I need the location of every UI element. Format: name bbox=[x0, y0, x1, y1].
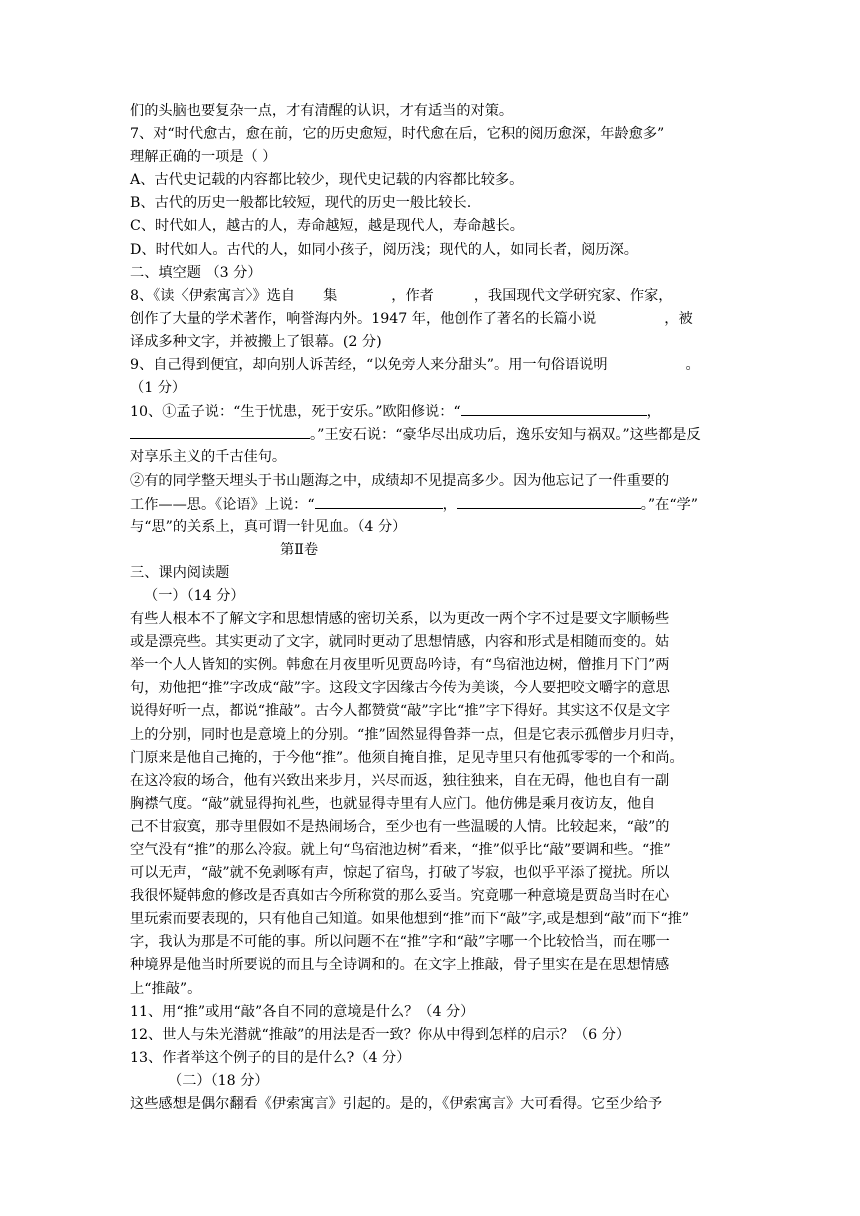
question-7-line-2: 理解正确的一项是（ ） bbox=[130, 149, 277, 166]
passage-line: 这些感想是偶尔翻看《伊索寓言》引起的。是的，《伊索寓言》大可看得。它至少给予 bbox=[130, 1096, 663, 1113]
passage-line: 胸襟气度。“敲”就显得拘礼些，也就显得寺里有人应门。他仿佛是乘月夜访友，他自 bbox=[130, 795, 656, 812]
question-10-line-2 bbox=[130, 423, 734, 446]
q8-text: 8、《读〈伊索寓言〉》选自 bbox=[130, 287, 296, 304]
q9-text: 。 bbox=[685, 357, 700, 374]
option-a: A、古代史记载的内容都比较少，现代史记载的内容都比较多。 bbox=[130, 172, 524, 189]
passage-line: 空气没有“推”的那么冷寂。就上句“鸟宿池边树”看来，“推”似乎比“敲”要调和些。“推” bbox=[130, 842, 671, 858]
q10-text: ， bbox=[646, 404, 661, 421]
q10-text: 10、①孟子说：“生于忧患，死于安乐。”欧阳修说：“ bbox=[130, 404, 461, 421]
q10-text: 。”在“学” bbox=[640, 496, 699, 513]
answer-blank[interactable] bbox=[130, 423, 310, 439]
question-8-line-2 bbox=[130, 308, 734, 331]
text-line: 们的头脑也要复杂一点，才有清醒的认识，才有适当的对策。 bbox=[130, 103, 514, 119]
question-9-line-2: （1 分） bbox=[130, 380, 187, 397]
option-d: D、时代如人。古代的人，如同小孩子，阅历浅；现代的人，如同长者，阅历深。 bbox=[130, 241, 638, 258]
section-2-heading: 二、填空题 （3 分） bbox=[130, 264, 262, 281]
q8-text: 集 bbox=[323, 287, 338, 304]
question-10-line-1 bbox=[130, 400, 734, 423]
question-10-line-6: 与“思”的关系上，真可谓一针见血。（4 分） bbox=[130, 518, 407, 535]
q8-text: ，我国现代文学研究家、作家， bbox=[473, 287, 673, 304]
passage-line: 有些人根本不了解文字和思想情感的密切关系，以为更改一两个字不过是要文字顺畅些 bbox=[130, 611, 670, 628]
passage-line: 里玩索而要表现的，只有他自己知道。如果他想到“推”而下“敲”字,或是想到“敲”而下“推” bbox=[130, 911, 690, 928]
answer-blank[interactable] bbox=[461, 400, 647, 416]
question-13: 13、作者举这个例子的目的是什么?（4 分） bbox=[130, 1049, 411, 1066]
passage-line: 说得好听一点，都说“推敲”。古今人都赞赏“敲”字比“推”字下得好。其实这不仅是文字 bbox=[130, 703, 671, 720]
question-12: 12、世人与朱光潜就“推敲”的用法是否一致？你从中得到怎样的启示？（6 分） bbox=[130, 1026, 631, 1043]
passage-line: 在这冷寂的场合，他有兴致出来步月，兴尽而返，独往独来，自在无碍，他也自有一副 bbox=[130, 772, 670, 789]
question-8-line-3: 译成多种文字，并被搬上了银幕。(2 分) bbox=[130, 333, 382, 350]
question-11: 11、用“推”或用“敲”各自不同的意境是什么？（4 分） bbox=[130, 1003, 475, 1020]
question-10-line-5 bbox=[130, 493, 734, 516]
part-1-heading: （一）（14 分） bbox=[144, 587, 245, 604]
q8-text: ，作者 bbox=[391, 287, 434, 304]
q9-text: 9、自己得到便宜，却向别人诉苦经，“以免旁人来分甜头”。用一句俗语说明 bbox=[130, 357, 608, 374]
passage-line: 上“推敲”。 bbox=[130, 980, 202, 997]
passage-line: 或是漂亮些。其实更动了文字，就同时更动了思想情感，内容和形式是相随而变的。姑 bbox=[130, 634, 670, 651]
passage-line: 己不甘寂寞，那寺里假如不是热闹场合，至少也有一些温暖的人情。比较起来，“敲”的 bbox=[130, 818, 670, 835]
q10-text: 工作——思。《论语》上说：“ bbox=[130, 496, 315, 513]
passage-line: 种境界是他当时所要说的而且与全诗调和的。在文字上推敲，骨子里实在是在思想情感 bbox=[130, 957, 670, 974]
option-c: C、时代如人，越古的人，寿命越短，越是现代人，寿命越长。 bbox=[130, 218, 524, 235]
option-b: B、古代的历史一般都比较短，现代的历史一般比较长. bbox=[130, 195, 472, 212]
q10-text: ， bbox=[442, 496, 457, 513]
section-3-heading: 三、课内阅读题 bbox=[130, 564, 230, 581]
answer-blank[interactable] bbox=[315, 493, 443, 509]
passage-line: 门原来是他自己掩的，于今他“推”。他须自掩自推，足见寺里只有他孤零零的一个和尚。 bbox=[130, 749, 684, 766]
part-2-heading: （二）（18 分） bbox=[168, 1072, 269, 1089]
passage-line: 我很怀疑韩愈的修改是否真如古今所称赏的那么妥当。究竟哪一种意境是贾岛当时在心 bbox=[130, 888, 670, 905]
passage-line: 可以无声，“敲”就不免剥啄有声，惊起了宿鸟，打破了岑寂，也似乎平添了搅扰。所以 bbox=[130, 865, 670, 882]
document-page bbox=[130, 100, 734, 1116]
question-8-line-1 bbox=[130, 285, 734, 308]
q8-text: 创作了大量的学术著作，响誉海内外。1947 年，他创作了著名的长篇小说 bbox=[130, 310, 597, 327]
passage-line: 字，我认为那是不可能的事。所以问题不在“推”字和“敲”字哪一个比较恰当，而在哪一 bbox=[130, 934, 670, 951]
volume-2-heading: 第Ⅱ卷 bbox=[280, 541, 319, 558]
question-10-line-4: ②有的同学整天埋头于书山题海之中，成绩却不见提高多少。因为他忘记了一件重要的 bbox=[130, 472, 670, 489]
passage-line: 上的分别，同时也是意境上的分别。“推”固然显得鲁莽一点，但是它表示孤僧步月归寺， bbox=[130, 726, 684, 743]
question-7-line-1: 7、对“时代愈古，愈在前，它的历史愈短，时代愈在后，它积的阅历愈深，年龄愈多” bbox=[130, 126, 665, 143]
question-9-line-1 bbox=[130, 354, 734, 377]
q8-text: ，被 bbox=[664, 310, 693, 327]
passage-line: 句，劝他把“推”字改成“敲”字。这段文字因缘古今传为美谈，今人要把咬文嚼字的意思 bbox=[130, 680, 670, 697]
question-10-line-3: 对享乐主义的千古佳句。 bbox=[130, 449, 287, 466]
passage-line: 举一个人人皆知的实例。韩愈在月夜里听见贾岛吟诗，有“鸟宿池边树，僧推月下门”两 bbox=[130, 657, 670, 674]
q10-text: 。”王安石说：“豪华尽出成功后，逸乐安知与祸双。”这些都是反 bbox=[310, 427, 701, 444]
answer-blank[interactable] bbox=[457, 493, 641, 509]
